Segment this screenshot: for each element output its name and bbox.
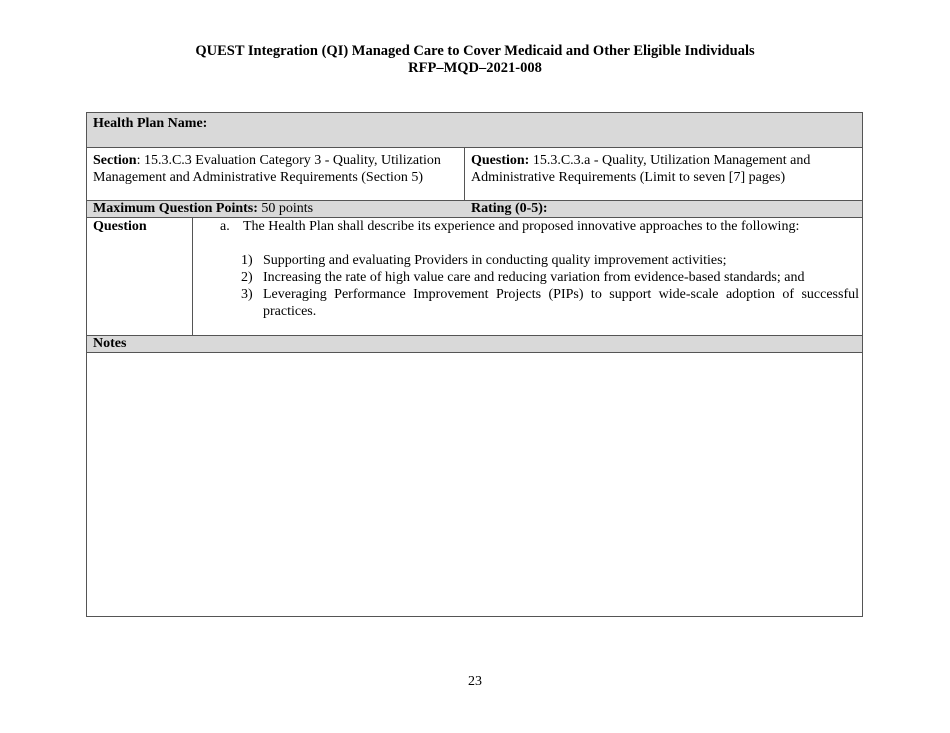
list-item: [241, 269, 859, 286]
page-number: 23: [468, 674, 482, 689]
list-item: [241, 286, 859, 320]
max-points-value: 50 points: [257, 201, 314, 216]
notes-label: Notes: [93, 336, 127, 351]
section-cell: [87, 150, 465, 188]
rating-label: Rating (0-5):: [471, 201, 548, 216]
question-label: Question:: [471, 153, 530, 168]
question-cell: [465, 150, 862, 188]
max-points-label: Maximum Question Points:: [93, 201, 258, 216]
list-item-number: 2): [241, 270, 253, 285]
document-title: QUEST Integration (QI) Managed Care to Cover Medicaid and Other Eligible Individuals: [195, 43, 755, 59]
question-intro-letter: a.: [220, 219, 230, 234]
points-rating-row: [87, 201, 862, 217]
list-item-number: 3): [241, 287, 253, 302]
list-item-text: Increasing the rate of high value care and reducing variation from evidence-based standards; and: [263, 270, 805, 285]
evaluation-form-table: [86, 112, 863, 617]
question-intro-text: The Health Plan shall describe its experience and proposed innovative approaches to the following:: [243, 219, 800, 234]
section-value: : 15.3.C.3 Evaluation Category 3 - Quality, Utilization Management and Administrative Requirements (Section 5): [93, 153, 441, 185]
list-item-text: Supporting and evaluating Providers in conducting quality improvement activities;: [263, 253, 727, 268]
section-label: Section: [93, 153, 137, 168]
list-item-number: 1): [241, 253, 253, 268]
question-items-list: [241, 252, 859, 320]
question-value: 15.3.C.3.a - Quality, Utilization Management and Administrative Requirements (Limit to seven [7] pages): [471, 153, 811, 185]
section-question-row: [87, 148, 862, 200]
notes-header-row: [87, 336, 862, 352]
question-row-label: Question: [93, 219, 147, 234]
list-item-text: Leveraging Performance Improvement Projects (PIPs) to support wide-scale adoption of successful practices.: [263, 287, 859, 319]
notes-area[interactable]: [87, 353, 862, 616]
rfp-number: RFP–MQD–2021-008: [408, 60, 542, 76]
health-plan-name-label: Health Plan Name:: [93, 116, 208, 131]
list-item: [241, 252, 859, 269]
document-header: [0, 43, 950, 77]
health-plan-name-row: [87, 113, 862, 147]
